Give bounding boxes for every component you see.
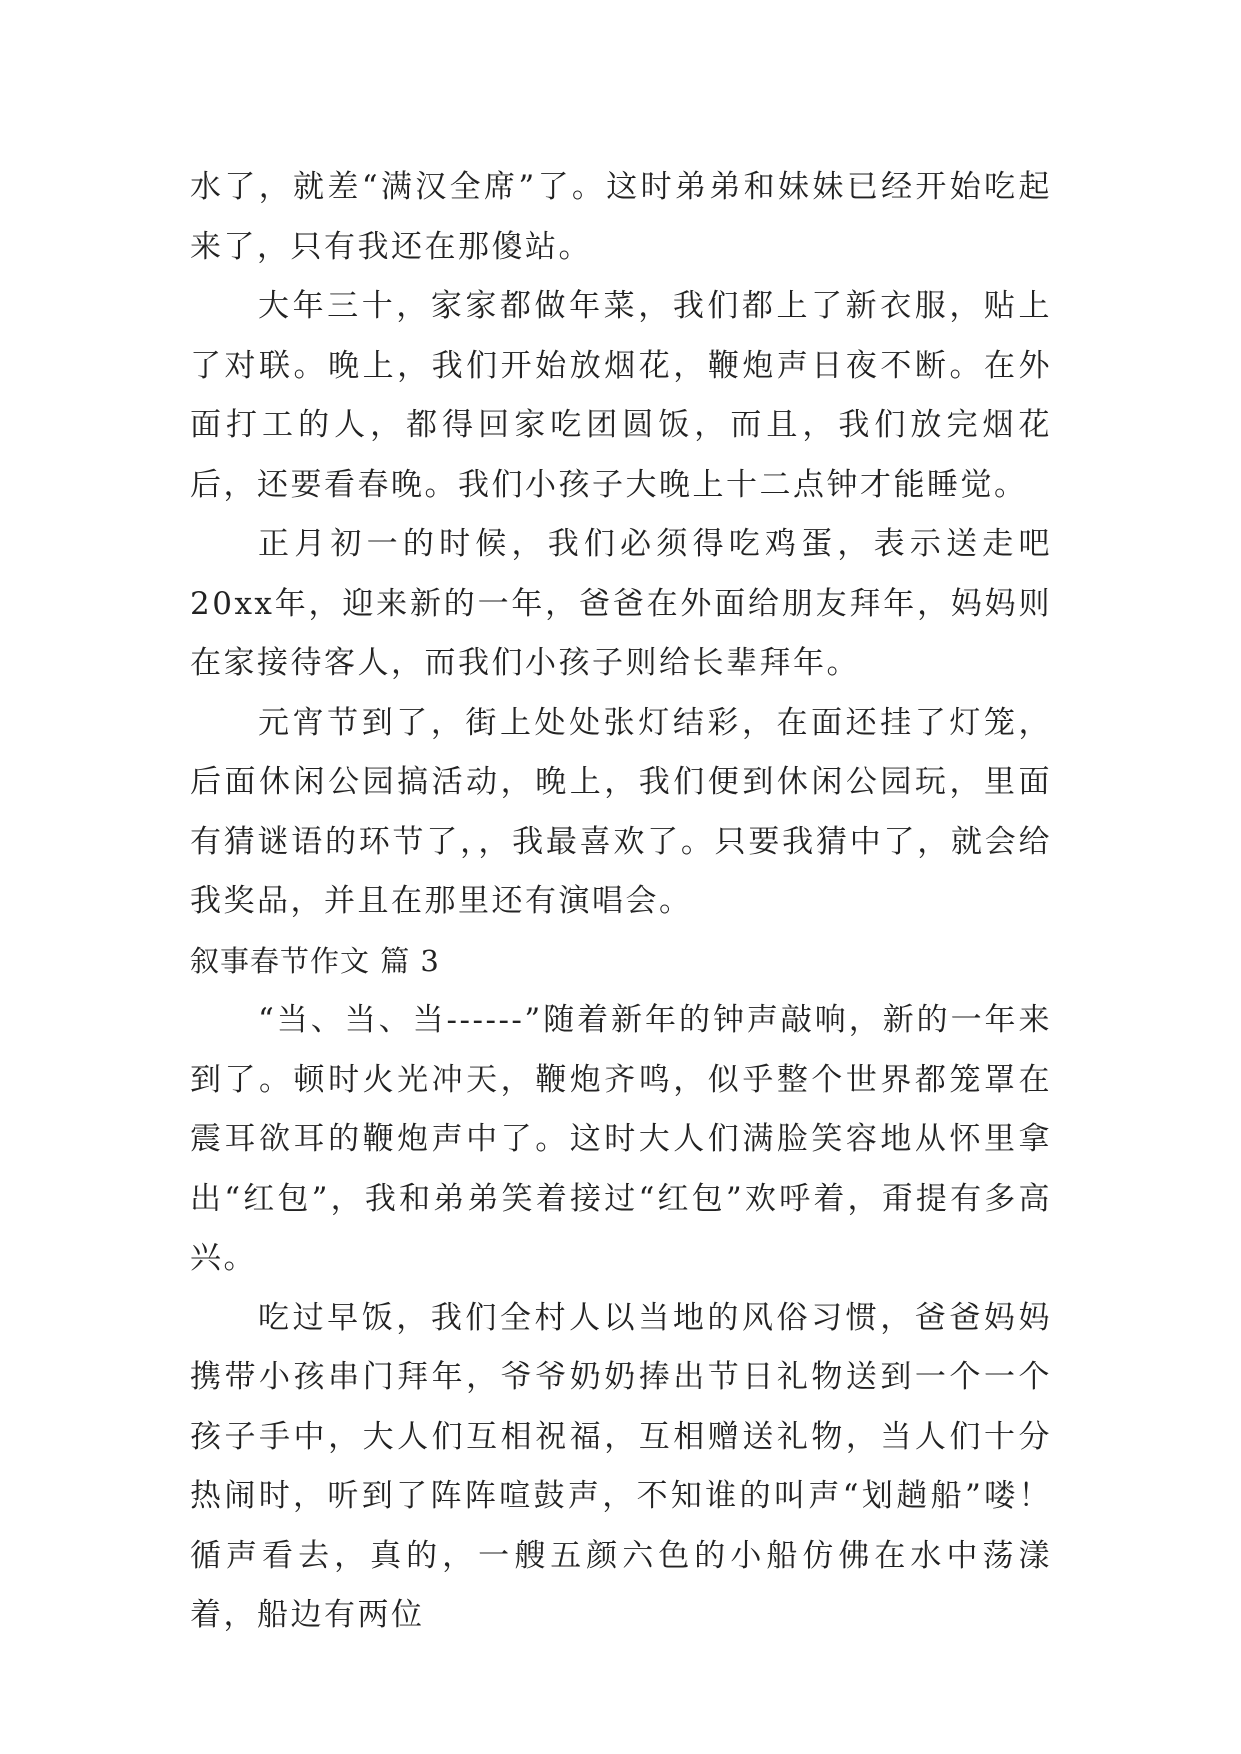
paragraph: 大年三十，家家都做年菜，我们都上了新衣服，贴上了对联。晚上，我们开始放烟花，鞭炮声日夜不断。在外面打工的人，都得回家吃团圆饭，而且，我们放完烟花后，还要看春晚。我们小孩子大晚上十二点钟才能睡觉。 xyxy=(190,288,1052,503)
paragraph: 正月初一的时候，我们必须得吃鸡蛋，表示送走吧20xx年，迎来新的一年，爸爸在外面给朋友拜年，妈妈则在家接待客人，而我们小孩子则给长辈拜年。 xyxy=(190,526,1052,681)
paragraph: 吃过早饭，我们全村人以当地的风俗习惯，爸爸妈妈携带小孩串门拜年，爷爷奶奶捧出节日礼物送到一个一个孩子手中，大人们互相祝福，互相赠送礼物，当人们十分热闹时，听到了阵阵喧鼓声，不知谁的叫声“划趟船”喽！循声看去，真的，一艘五颜六色的小船仿佛在水中荡漾着，船边有两位 xyxy=(190,1299,1052,1633)
section-heading: 叙事春节作文 篇 3 xyxy=(190,943,440,978)
paragraph: “当、当、当------”随着新年的钟声敲响，新的一年来到了。顿时火光冲天，鞭炮齐鸣，似乎整个世界都笼罩在震耳欲耳的鞭炮声中了。这时大人们满脸笑容地从怀里拿出“红包”，我和弟弟笑着接过“红包”欢呼着，甭提有多高兴。 xyxy=(190,1002,1052,1276)
paragraph: 元宵节到了，街上处处张灯结彩，在面还挂了灯笼，后面休闲公园搞活动，晚上，我们便到休闲公园玩，里面有猜谜语的环节了，，我最喜欢了。只要我猜中了，就会给我奖品，并且在那里还有演唱会。 xyxy=(190,704,1052,919)
document-body xyxy=(190,158,1052,1646)
paragraph: 水了，就差“满汉全席”了。这时弟弟和妹妹已经开始吃起来了，只有我还在那傻站。 xyxy=(190,169,1052,265)
